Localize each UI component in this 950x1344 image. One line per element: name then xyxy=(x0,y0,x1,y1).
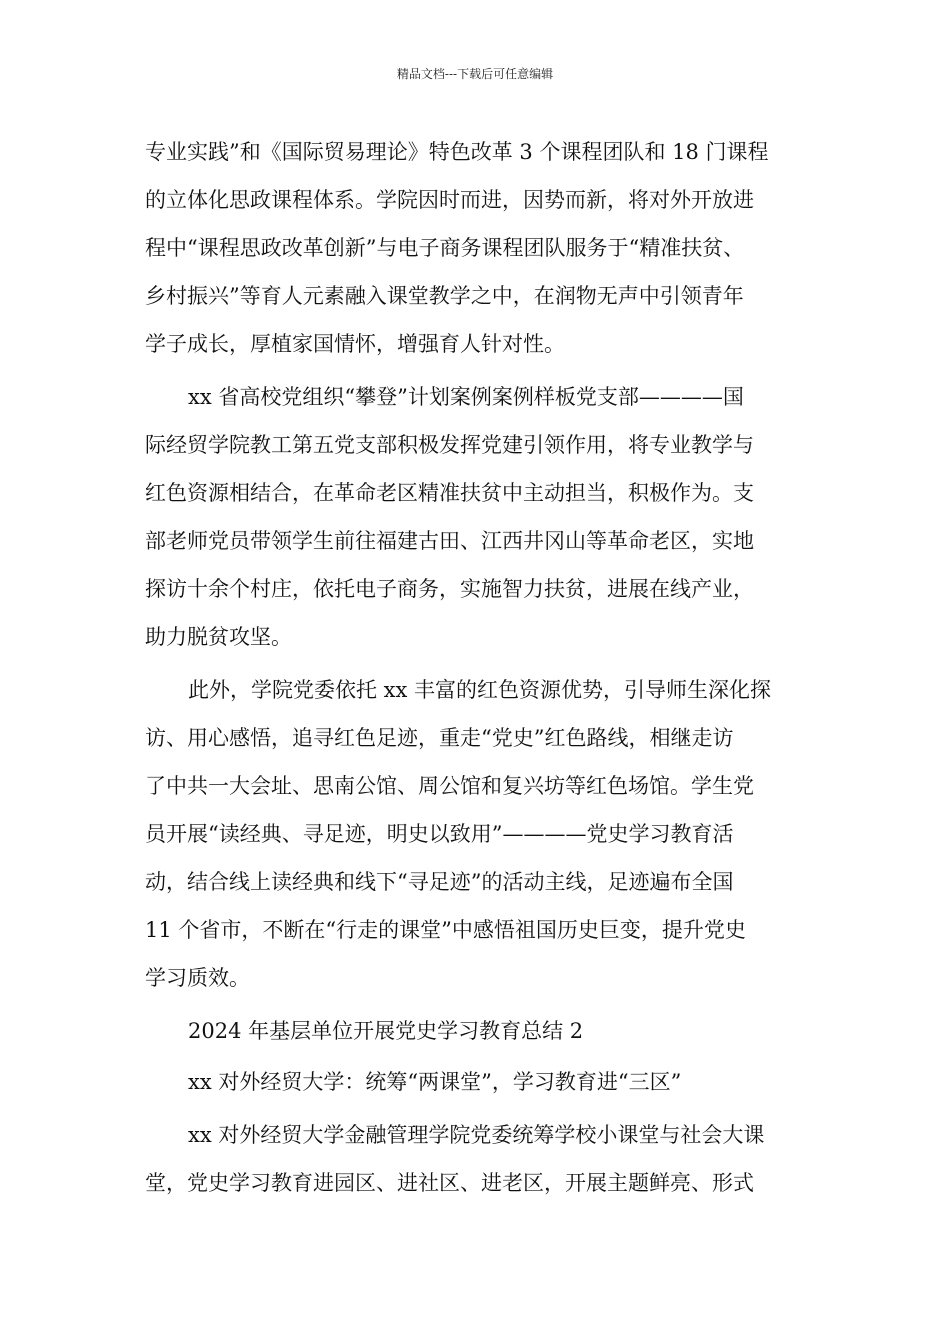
paragraph-3-line-7: 学习质效。 xyxy=(145,966,250,990)
paragraph-3-line-3: 了中共一大会址、思南公馆、周公馆和复兴坊等红色场馆。学生党 xyxy=(145,774,754,798)
page-header: 精品文档---下载后可任意编辑 xyxy=(396,67,554,81)
paragraph-1-line-3: 程中“课程思政改革创新”与电子商务课程团队服务于“精准扶贫、 xyxy=(145,236,745,260)
paragraph-3-line-6: 11 个省市，不断在“行走的课堂”中感悟祖国历史巨变，提升党史 xyxy=(145,918,746,942)
paragraph-2-line-2: 际经贸学院教工第五党支部积极发挥党建引领作用，将专业教学与 xyxy=(145,433,754,457)
paragraph-3-line-5: 动，结合线上读经典和线下“寻足迹”的活动主线，足迹遍布全国 xyxy=(145,870,734,894)
paragraph-2-line-4: 部老师党员带领学生前往福建古田、江西井冈山等革命老区，实地 xyxy=(145,529,754,553)
paragraph-3-line-1: 此外，学院党委依托 xx 丰富的红色资源优势，引导师生深化探 xyxy=(188,678,772,702)
paragraph-1-line-1: 专业实践”和《国际贸易理论》特色改革 3 个课程团队和 18 门课程 xyxy=(145,140,769,164)
paragraph-6-line-2: 堂，党史学习教育进园区、进社区、进老区，开展主题鲜亮、形式 xyxy=(145,1171,754,1195)
paragraph-1-line-2: 的立体化思政课程体系。学院因时而进，因势而新，将对外开放进 xyxy=(145,188,754,212)
paragraph-2-line-5: 探访十余个村庄，依托电子商务，实施智力扶贫，进展在线产业， xyxy=(145,577,754,601)
paragraph-1-line-4: 乡村振兴”等育人元素融入课堂教学之中，在润物无声中引领青年 xyxy=(145,284,744,308)
paragraph-1-line-5: 学子成长，厚植家国情怀，增强育人针对性。 xyxy=(145,332,565,356)
paragraph-2-line-1: xx 省高校党组织“攀登”计划案例案例样板党支部————国 xyxy=(188,385,744,409)
paragraph-3-line-2: 访、用心感悟，追寻红色足迹，重走“党史”红色路线，相继走访 xyxy=(145,726,734,750)
paragraph-2-line-6: 助力脱贫攻坚。 xyxy=(145,625,292,649)
paragraph-6-line-1: xx 对外经贸大学金融管理学院党委统筹学校小课堂与社会大课 xyxy=(188,1123,765,1147)
section-title: 2024 年基层单位开展党史学习教育总结 2 xyxy=(188,1019,584,1043)
paragraph-2-line-3: 红色资源相结合，在革命老区精准扶贫中主动担当，积极作为。支 xyxy=(145,481,754,505)
paragraph-3-line-4: 员开展“读经典、寻足迹，明史以致用”————党史学习教育活 xyxy=(145,822,734,846)
section-subtitle: xx 对外经贸大学：统筹“两课堂”，学习教育进“三区” xyxy=(188,1070,682,1094)
